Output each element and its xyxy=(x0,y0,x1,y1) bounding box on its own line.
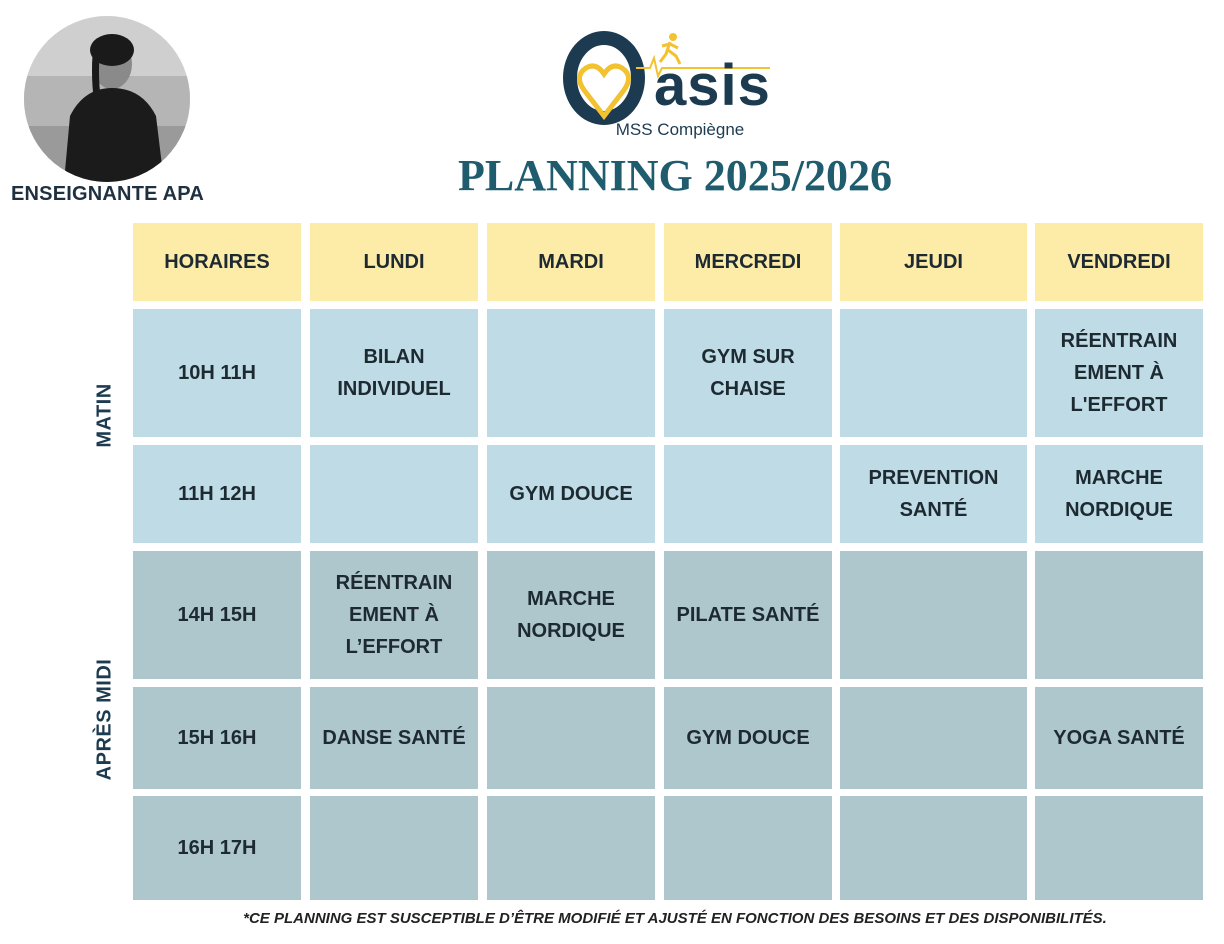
activity-cell-mercredi: PILATE SANTÉ xyxy=(664,551,832,679)
header-mardi: MARDI xyxy=(487,223,655,301)
period-label-morning: MATIN xyxy=(93,383,116,448)
time-slot: 14H 15H xyxy=(133,551,301,679)
activity-cell-mardi xyxy=(487,687,655,789)
activity-cell-mardi: MARCHE NORDIQUE xyxy=(487,551,655,679)
activity-cell-jeudi xyxy=(840,309,1027,437)
time-slot: 11H 12H xyxy=(133,445,301,543)
teacher-photo xyxy=(24,16,190,182)
time-slot: 16H 17H xyxy=(133,796,301,900)
activity-cell-vendredi: MARCHE NORDIQUE xyxy=(1035,445,1203,543)
activity-cell-lundi xyxy=(310,796,478,900)
footnote: *CE PLANNING EST SUSCEPTIBLE D’ÊTRE MODIFIÉ ET AJUSTÉ EN FONCTION DES BESOINS ET DES DISPONIBILITÉS. xyxy=(243,910,1107,927)
activity-cell-jeudi xyxy=(840,551,1027,679)
activity-cell-mercredi: GYM DOUCE xyxy=(664,687,832,789)
activity-cell-lundi: BILAN INDIVIDUEL xyxy=(310,309,478,437)
activity-cell-mercredi: GYM SUR CHAISE xyxy=(664,309,832,437)
time-slot: 10H 11H xyxy=(133,309,301,437)
time-slot: 15H 16H xyxy=(133,687,301,789)
header-vendredi: VENDREDI xyxy=(1035,223,1203,301)
activity-cell-vendredi xyxy=(1035,796,1203,900)
activity-cell-mardi: GYM DOUCE xyxy=(487,445,655,543)
activity-cell-vendredi: YOGA SANTÉ xyxy=(1035,687,1203,789)
activity-cell-mercredi xyxy=(664,796,832,900)
activity-cell-mardi xyxy=(487,796,655,900)
logo-wordmark: asis xyxy=(654,53,771,118)
teacher-label: ENSEIGNANTE APA xyxy=(10,183,205,205)
page-title: PLANNING 2025/2026 xyxy=(458,151,892,200)
header-horaires: HORAIRES xyxy=(133,223,301,301)
header-lundi: LUNDI xyxy=(310,223,478,301)
activity-cell-jeudi xyxy=(840,687,1027,789)
activity-cell-lundi: DANSE SANTÉ xyxy=(310,687,478,789)
header-jeudi: JEUDI xyxy=(840,223,1027,301)
activity-cell-lundi xyxy=(310,445,478,543)
activity-cell-vendredi: RÉENTRAIN EMENT À L'EFFORT xyxy=(1035,309,1203,437)
activity-cell-mercredi xyxy=(664,445,832,543)
header-mercredi: MERCREDI xyxy=(664,223,832,301)
logo-subtitle: MSS Compiègne xyxy=(615,120,745,139)
activity-cell-mardi xyxy=(487,309,655,437)
period-label-afternoon: APRÈS MIDI xyxy=(93,658,116,781)
activity-cell-vendredi xyxy=(1035,551,1203,679)
activity-cell-lundi: RÉENTRAIN EMENT À L’EFFORT xyxy=(310,551,478,679)
activity-cell-jeudi: PREVENTION SANTÉ xyxy=(840,445,1027,543)
activity-cell-jeudi xyxy=(840,796,1027,900)
